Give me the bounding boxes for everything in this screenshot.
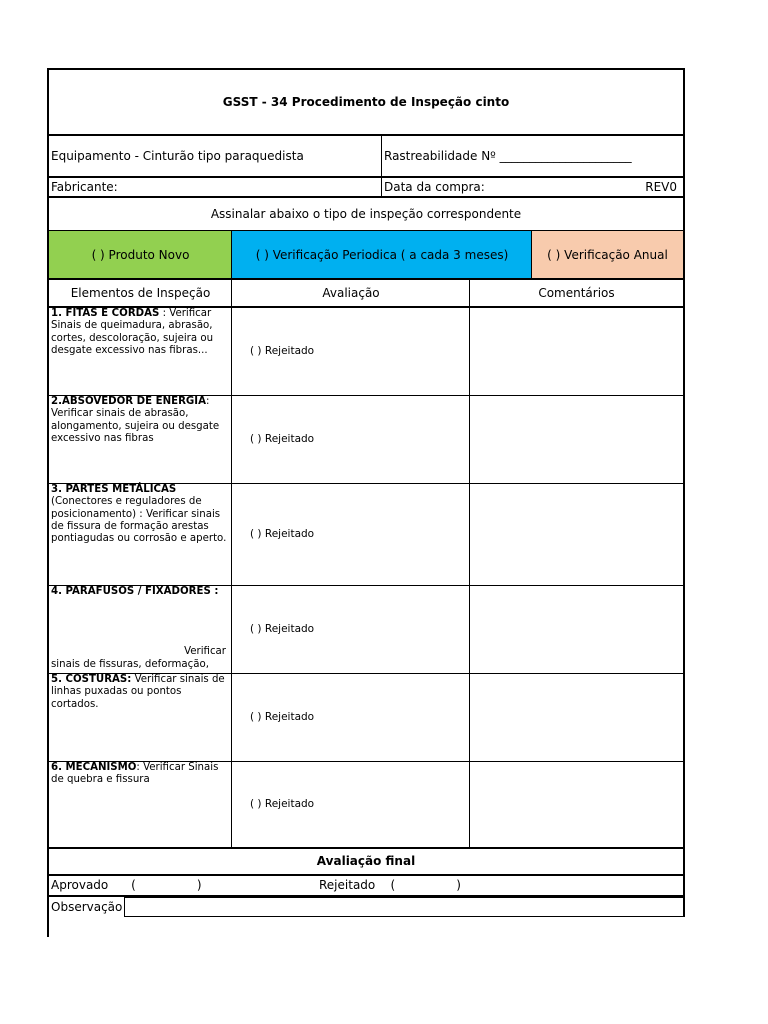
traceability-cell [381,135,685,178]
row-1-rejected: ( ) Rejeitado [250,345,315,357]
row-2-comments[interactable] [469,395,685,484]
page-title [47,68,685,136]
option-periodic[interactable] [231,231,532,280]
purchase-date-cell [381,177,685,198]
row-4-element [47,585,232,674]
header-comments [469,279,685,308]
row-2-element [47,395,232,484]
row-3-rejected: ( ) Rejeitado [250,528,315,540]
row-3-text: (Conectores e reguladores de posicionamento) : Verificar sinais de fissura de formação arestas pontiagudas ou corrosão e aperto. [51,496,227,545]
row-4-text-right: Verificar [184,646,226,657]
row-2-title: 2.ABSOVEDOR DE ENERGIA [51,396,206,407]
row-4-rejected: ( ) Rejeitado [250,623,315,635]
row-5-element [47,673,232,762]
final-status-row [47,875,685,897]
row-6-comments[interactable] [469,761,685,849]
header-evaluation [231,279,470,308]
row-4-comments[interactable] [469,585,685,674]
equipment-cell [47,135,383,178]
row-5-title: 5. COSTURAS: [51,674,132,685]
purchase-date-label: Data da compra: [384,179,485,194]
row-1-evaluation[interactable] [231,307,470,396]
row-5-comments[interactable] [469,673,685,762]
row-4-evaluation[interactable] [231,585,470,674]
option-annual[interactable] [531,231,685,280]
row-3-evaluation[interactable] [231,483,470,586]
header-comments-label: Comentários [538,285,615,300]
header-elements [47,279,232,308]
row-3-comments[interactable] [469,483,685,586]
inspection-instruction [47,197,685,232]
manufacturer-cell [47,177,383,198]
equipment-label: Equipamento - Cinturão tipo paraquedista [51,148,304,163]
row-1-comments[interactable] [469,307,685,396]
row-6-title: 6. MECANISMO [51,762,137,773]
observation-label: Observação [51,900,123,914]
row-4-text: sinais de fissuras, deformação, [51,659,209,670]
observation-input[interactable] [124,897,685,917]
bottom-left-border [47,917,49,937]
row-3-title: 3. PARTES METÁLICAS [51,484,177,495]
row-6-rejected: ( ) Rejeitado [250,798,315,810]
final-title-text: Avaliação final [316,854,416,868]
row-6-element [47,761,232,849]
row-2-text: : Verificar sinais de abrasão, alongamento, sujeira ou desgate excessivo nas fibras [51,396,220,444]
row-1-element [47,307,232,396]
row-3-element [47,483,232,586]
row-2-evaluation[interactable] [231,395,470,484]
row-4-title: 4. PARAFUSOS / FIXADORES : [51,586,219,597]
row-2-rejected: ( ) Rejeitado [250,433,315,445]
option-annual-label: ( ) Verificação Anual [547,247,668,262]
revision-label: REV0 [645,179,677,194]
approved-field[interactable]: Aprovado ( ) [51,878,202,892]
title-text: GSST - 34 Procedimento de Inspeção cinto [222,95,510,109]
manufacturer-label: Fabricante: [51,179,118,194]
row-1-title: 1. FITAS E CORDAS [51,308,160,319]
option-new-product[interactable] [47,231,232,280]
row-6-evaluation[interactable] [231,761,470,849]
option-periodic-label: ( ) Verificação Periodica ( a cada 3 meses) [255,247,509,262]
header-elements-label: Elementos de Inspeção [70,285,211,300]
row-5-rejected: ( ) Rejeitado [250,711,315,723]
observation-label-cell [47,896,125,918]
rejected-field[interactable]: Rejeitado ( ) [319,878,461,892]
option-new-product-label: ( ) Produto Novo [91,247,190,262]
traceability-label: Rastreabilidade Nº ______________________ [384,148,632,163]
row-5-evaluation[interactable] [231,673,470,762]
row-5-text: Verificar sinais de linhas puxadas ou pontos cortados. [51,674,225,710]
instruction-text: Assinalar abaixo o tipo de inspeção correspondente [210,206,522,221]
header-evaluation-label: Avaliação [322,285,380,300]
row-6-text: : Verificar Sinais de quebra e fissura [51,762,219,786]
final-evaluation-title [47,848,685,876]
row-1-text: : Verificar Sinais de queimadura, abrasão, cortes, descoloração, sujeira ou desgate excessivo nas fibras... [51,308,214,356]
